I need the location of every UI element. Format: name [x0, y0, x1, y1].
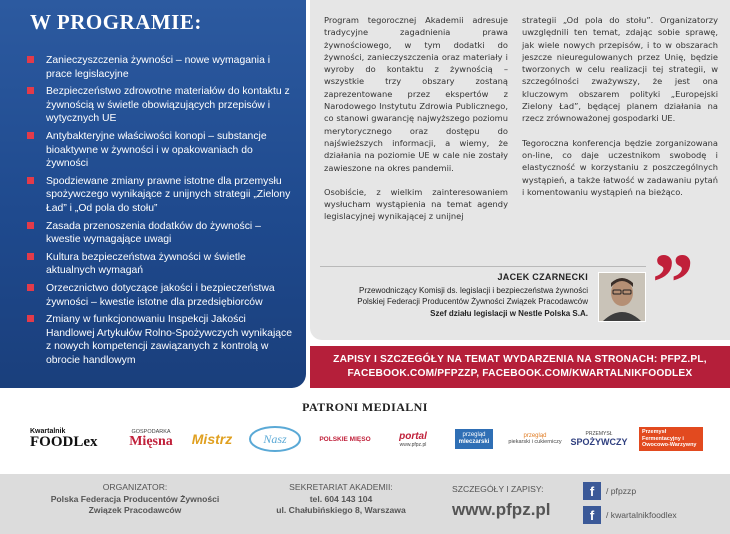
bullet-icon [27, 87, 34, 94]
list-item: Kultura bezpieczeństwa żywności w świetle aktualnych wymagań [26, 251, 296, 278]
organizer-info: ORGANIZATOR: Polska Federacja Producentów Żywności Związek Pracodawców [50, 482, 220, 515]
author-organization: Polskiej Federacji Producentów Żywności Związek Pracodawców [357, 297, 588, 306]
bullet-icon [27, 284, 34, 291]
footer [0, 474, 730, 534]
facebook-icon[interactable]: f [583, 506, 601, 524]
author-position: Szef działu legislacji w Nestle Polska S.A. [430, 308, 588, 318]
przeglad-mleczarski-logo: przegląd mleczarski [450, 422, 498, 456]
article-paragraph: Osobiście, z wielkim zainteresowaniem wysłucham wystąpienia na temat agendy legislacyjnej wynikającej z unijnej [324, 186, 508, 222]
portal-logo: portal www.pfpz.pl [399, 430, 427, 448]
bullet-icon [27, 56, 34, 63]
banner-line: ZAPISY I SZCZEGÓŁY NA TEMAT WYDARZENIA NA STRONACH: PFPZ.PL, [333, 354, 707, 365]
divider [320, 266, 646, 267]
polskie-mieso-logo: POLSKIE MIĘSO [319, 435, 371, 443]
program-panel [0, 0, 306, 388]
foodlex-logo: Kwartalnik FOODLex [30, 428, 98, 450]
nasz-logo [246, 422, 304, 456]
quote-icon: ” [652, 237, 694, 330]
author-photo [598, 272, 646, 322]
bullet-icon [27, 177, 34, 184]
list-item: Orzecznictwo dotyczące jakości i bezpieczeństwa żywności – kwestie istotne dla przedsiębiorców [26, 282, 296, 309]
patrons-title: PATRONI MEDIALNI [302, 400, 428, 414]
bullet-icon [27, 132, 34, 139]
website-link[interactable]: www.pfpz.pl [452, 500, 551, 519]
facebook-link-pfpzzp[interactable]: / pfpzzp [606, 486, 637, 496]
bullet-icon [27, 315, 34, 322]
article-paragraph: Tegoroczna konferencja będzie zorganizowana on-line, co daje uczestnikom swobodę i elastyczność w korzystaniu z poszczególnych wystąpień, a także łatwość w zadawaniu pytań i komentowaniu wystąpień na bieżąco. [522, 137, 718, 197]
list-item: Spodziewane zmiany prawne istotne dla przemysłu spożywczego wynikające z unijnych strategii „Zielony Ład” i „Od pola do stołu” [26, 175, 296, 216]
program-list [26, 54, 296, 371]
list-item: Antybakteryjne właściwości konopi – substancje bioaktywne w żywności i w opakowaniach do żywności [26, 130, 296, 171]
list-item: Zasada przenoszenia dodatków do żywności – kwestie wymagające uwagi [26, 220, 296, 247]
banner-line: FACEBOOK.COM/PFPZZP, FACEBOOK.COM/KWARTALNIKFOODLEX [347, 368, 693, 379]
facebook-link-kwartalnik[interactable]: / kwartalnikfoodlex [606, 510, 677, 520]
nasz-emblem-icon [248, 424, 302, 454]
author-name: JACEK CZARNECKI [497, 272, 588, 282]
facebook-icon[interactable]: f [583, 482, 601, 500]
list-item: Zanieczyszczenia żywności – nowe wymagania i prace legislacyjne [26, 54, 296, 81]
gospodarka-miesna-logo: GOSPODARKA Mięsna [129, 429, 173, 449]
article-column-2 [522, 14, 718, 210]
przeglad-piekarski-logo: przegląd piekarski i cukierniczy [508, 433, 562, 445]
signup-label: SZCZEGÓŁY I ZAPISY: [452, 484, 544, 494]
signup-banner [310, 346, 730, 388]
article-column-1 [324, 14, 508, 235]
author-signature [322, 272, 588, 319]
article-paragraph: strategii „Od pola do stołu”. Organizatorzy uwzględnili ten temat, zdając sobie sprawę, jak wiele nowych przepisów, i to w obszarach jeszcze nieuregulowanych przez Unię, będzie tworzonych w celu realizacji tej strategii, w szczególności zważywszy, że jest ona kluczowym obszarem polityki „Europejski Zielony Ład”, będącej planem działania na rzecz zrównoważonej gospodarki UE. [522, 15, 718, 124]
przemysl-fermentacyjny-logo: Przemysł Fermentacyjny i Owocowo-Warzywny [638, 422, 704, 456]
author-role: Przewodniczący Komisji ds. legislacji i bezpieczeństwa żywności [359, 285, 588, 295]
person-icon [599, 273, 645, 321]
secretariat-info: SEKRETARIAT AKADEMII: tel. 604 143 104 ul. Chałubińskiego 8, Warszawa [276, 482, 406, 515]
svg-text:Nasz: Nasz [263, 432, 287, 446]
article-paragraph: Program tegorocznej Akademii adresuje tradycyjne zagadnienia prawa żywnościowego, w tym dodatki do żywności, zanieczyszczenia oraz materiały i wyroby do kontaktu z żywnością – wszystkie trzy obszary zostaną zaprezentowane przez ekspertów z Narodowego Instytutu Zdrowia Publicznego, co stanowi gwarancję najwyższego poziomu merytorycznego oraz dostępu do najświeższych informacji, a wiemy, że działania na poziomie UE w cale nie zostały zawieszone na okres pandemii. [324, 15, 508, 173]
list-item: Bezpieczeństwo zdrowotne materiałów do kontaktu z żywnością w świetle obowiązujących przepisów i wytycznych UE [26, 85, 296, 126]
mistrz-logo: Mistrz [191, 431, 233, 447]
program-title: W PROGRAMIE: [30, 10, 202, 34]
przemysl-spozywczy-logo: PRZEMYSŁ SPOŻYWCZY [570, 431, 628, 447]
bullet-icon [27, 253, 34, 260]
bullet-icon [27, 222, 34, 229]
list-item: Zmiany w funkcjonowaniu Inspekcji Jakości Handlowej Artykułów Rolno-Spożywczych wynikające z nowych kompetencji zawiązanych z kontrolą w obrocie handlowym [26, 313, 296, 367]
